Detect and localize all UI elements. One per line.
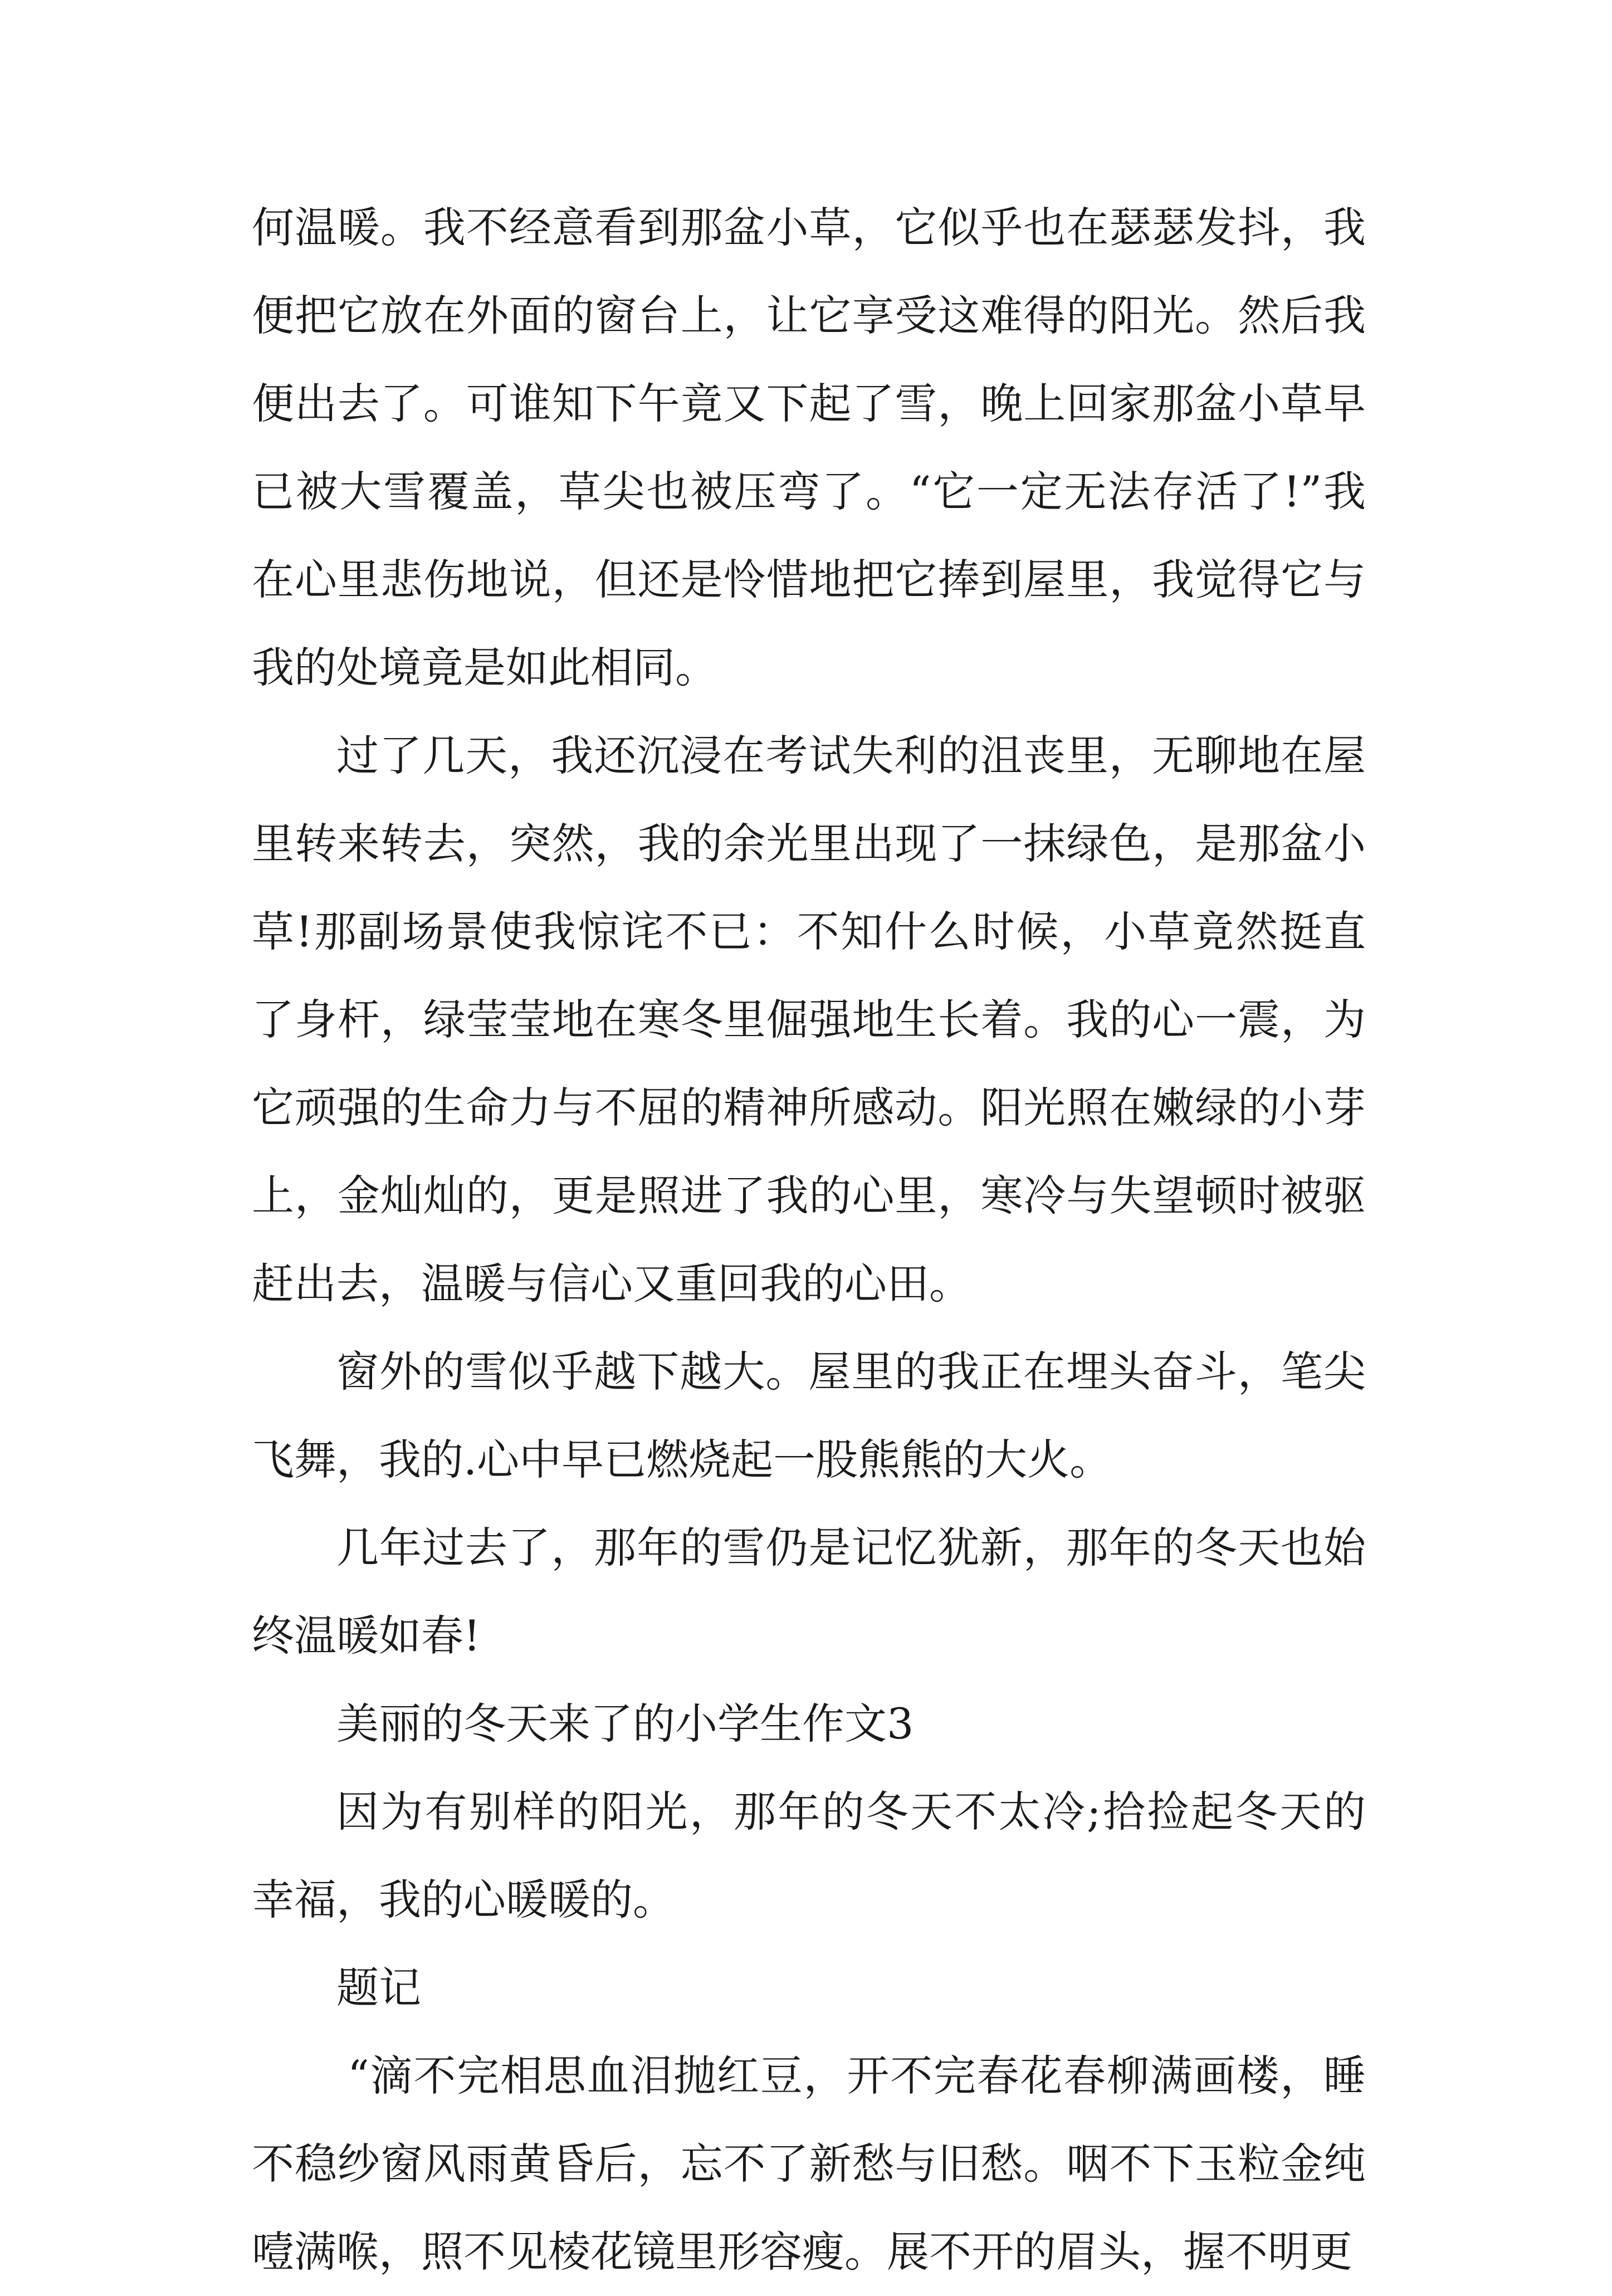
paragraph-4: 几年过去了，那年的雪仍是记忆犹新，那年的冬天也始终温暖如春! <box>252 1523 1366 1660</box>
epigraph-label: 题记 <box>336 1963 421 2012</box>
paragraph-1: 何温暖。我不经意看到那盆小草，它似乎也在瑟瑟发抖，我便把它放在外面的窗台上，让它享受这难得的阳光。然后我便出去了。可谁知下午竟又下起了雪，晚上回家那盆小草早已被大雪覆盖，草尖也被压弯了。“它一定无法存活了!”我在心里悲伤地说，但还是怜惜地把它捧到屋里，我觉得它与我的处境竟是如此相同。 <box>252 203 1366 692</box>
section-heading: 美丽的冬天来了的小学生作文3 <box>336 1699 914 1748</box>
paragraph-3: 窗外的雪似乎越下越大。屋里的我正在埋头奋斗，笔尖飞舞，我的.心中早已燃烧起一股熊熊的大火。 <box>252 1347 1366 1484</box>
paragraph-2: 过了几天，我还沉浸在考试失利的沮丧里，无聊地在屋里转来转去，突然，我的余光里出现了一抹绿色，是那盆小草!那副场景使我惊诧不已：不知什么时候，小草竟然挺直了身杆，绿莹莹地在寒冬里倔强地生长着。我的心一震，为它顽强的生命力与不屈的精神所感动。阳光照在嫩绿的小芽上，金灿灿的，更是照进了我的心里，寒冷与失望顿时被驱赶出去，温暖与信心又重回我的心田。 <box>252 731 1366 1308</box>
paragraph-6: “滴不完相思血泪抛红豆，开不完春花春柳满画楼，睡不稳纱窗风雨黄昏后，忘不了新愁与旧愁。咽不下玉粒金纯噎满喉，照不见棱花镜里形容瘦。展不开的眉头，握不明更 <box>252 2051 1366 2277</box>
paragraph-5: 因为有别样的阳光，那年的冬天不太冷;拾捡起冬天的幸福，我的心暖暖的。 <box>252 1787 1366 1924</box>
document-body <box>252 184 1366 2296</box>
